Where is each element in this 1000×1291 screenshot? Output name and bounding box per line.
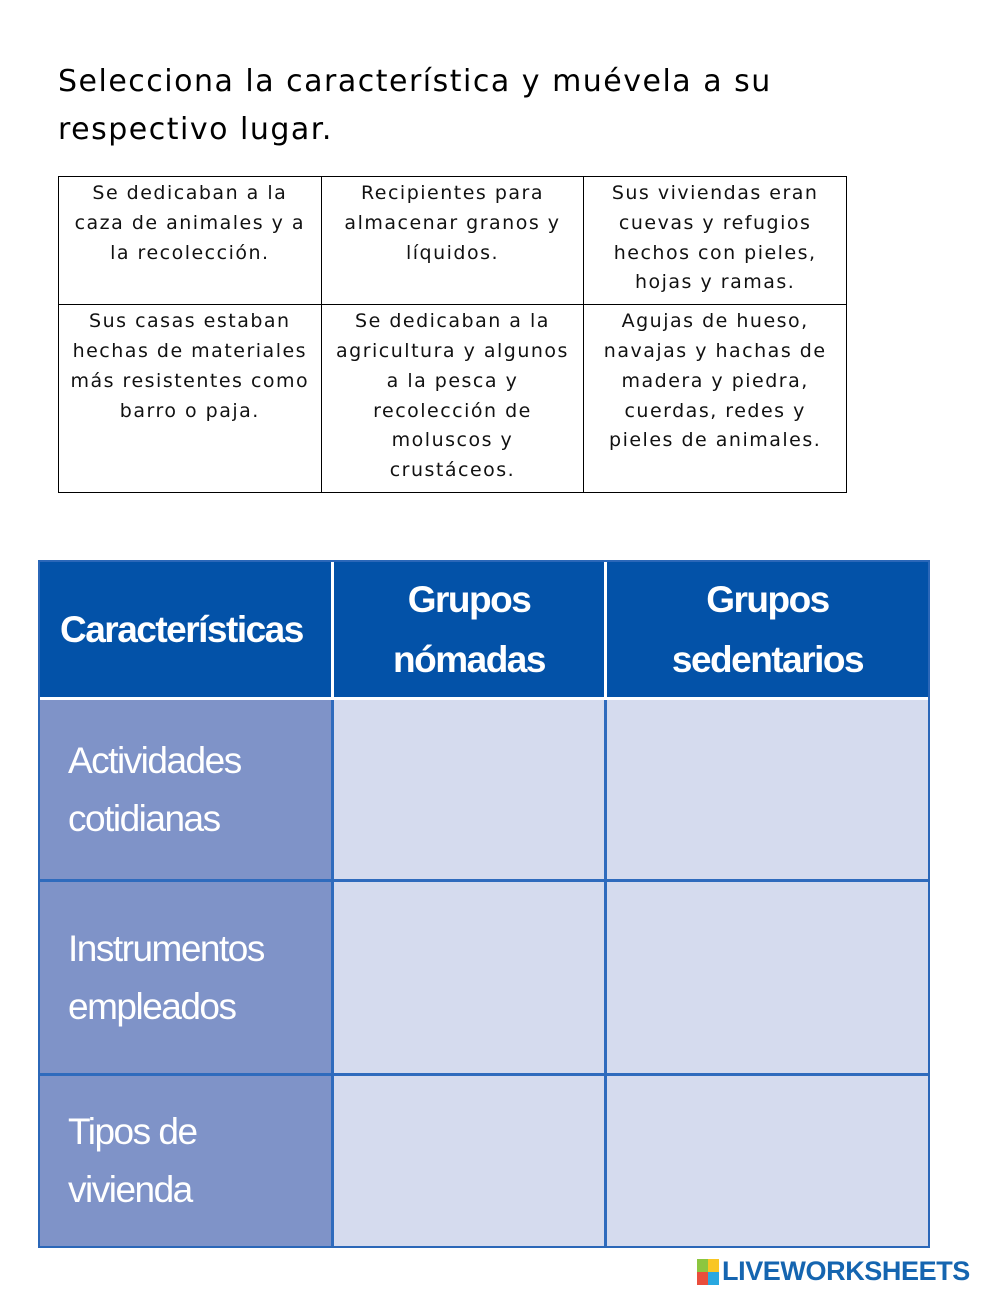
header-label: sedentarios (671, 638, 864, 680)
draggable-option[interactable]: Recipientes para almacenar granos y líquidos. (321, 177, 584, 305)
header-label: Características (60, 608, 303, 650)
drop-zone-nomadas-actividades[interactable] (334, 700, 607, 882)
row-label-text: Instrumentos (68, 927, 264, 969)
draggable-options-table (58, 176, 847, 493)
header-label: Grupos (706, 578, 829, 620)
draggable-option[interactable]: Se dedicaban a la caza de animales y a la recolección. (59, 177, 322, 305)
row-label-text: cotidianas (68, 797, 220, 839)
drop-zone-sedentarios-vivienda[interactable] (607, 1076, 928, 1246)
row-label-text: empleados (68, 985, 236, 1027)
row-label-text: vivienda (68, 1169, 192, 1210)
draggable-option[interactable]: Se dedicaban a la agricultura y algunos a la pesca y recolección de moluscos y crustáceos. (321, 305, 584, 493)
row-label-text: Actividades (68, 739, 241, 781)
options-row (59, 177, 847, 305)
header-caracteristicas (40, 562, 334, 700)
header-grupos-sedentarios (607, 562, 928, 700)
row-label-vivienda (40, 1076, 334, 1246)
instruction-text: Selecciona la característica y muévela a su respectivo lugar. (58, 64, 772, 147)
brand-text: LIVEWORKSHEETS (722, 1256, 970, 1286)
row-label-instrumentos (40, 882, 334, 1076)
row-label-actividades (40, 700, 334, 882)
header-label: Grupos (407, 578, 531, 620)
drop-zone-sedentarios-actividades[interactable] (607, 700, 928, 882)
draggable-option[interactable]: Sus viviendas eran cuevas y refugios hechos con pieles, hojas y ramas. (584, 177, 847, 305)
header-grupos-nomadas (334, 562, 607, 700)
drop-zone-nomadas-vivienda[interactable] (334, 1076, 607, 1246)
liveworksheets-brand[interactable] (697, 1256, 970, 1287)
classification-grid (38, 560, 930, 1248)
draggable-option[interactable]: Sus casas estaban hechas de materiales más resistentes como barro o paja. (59, 305, 322, 493)
liveworksheets-logo-icon (697, 1259, 719, 1285)
drop-zone-sedentarios-instrumentos[interactable] (607, 882, 928, 1076)
row-label-text: Tipos de (68, 1111, 197, 1152)
header-label: nómadas (393, 638, 545, 680)
options-row (59, 305, 847, 493)
draggable-option[interactable]: Agujas de hueso, navajas y hachas de madera y piedra, cuerdas, redes y pieles de animales. (584, 305, 847, 493)
drop-zone-nomadas-instrumentos[interactable] (334, 882, 607, 1076)
